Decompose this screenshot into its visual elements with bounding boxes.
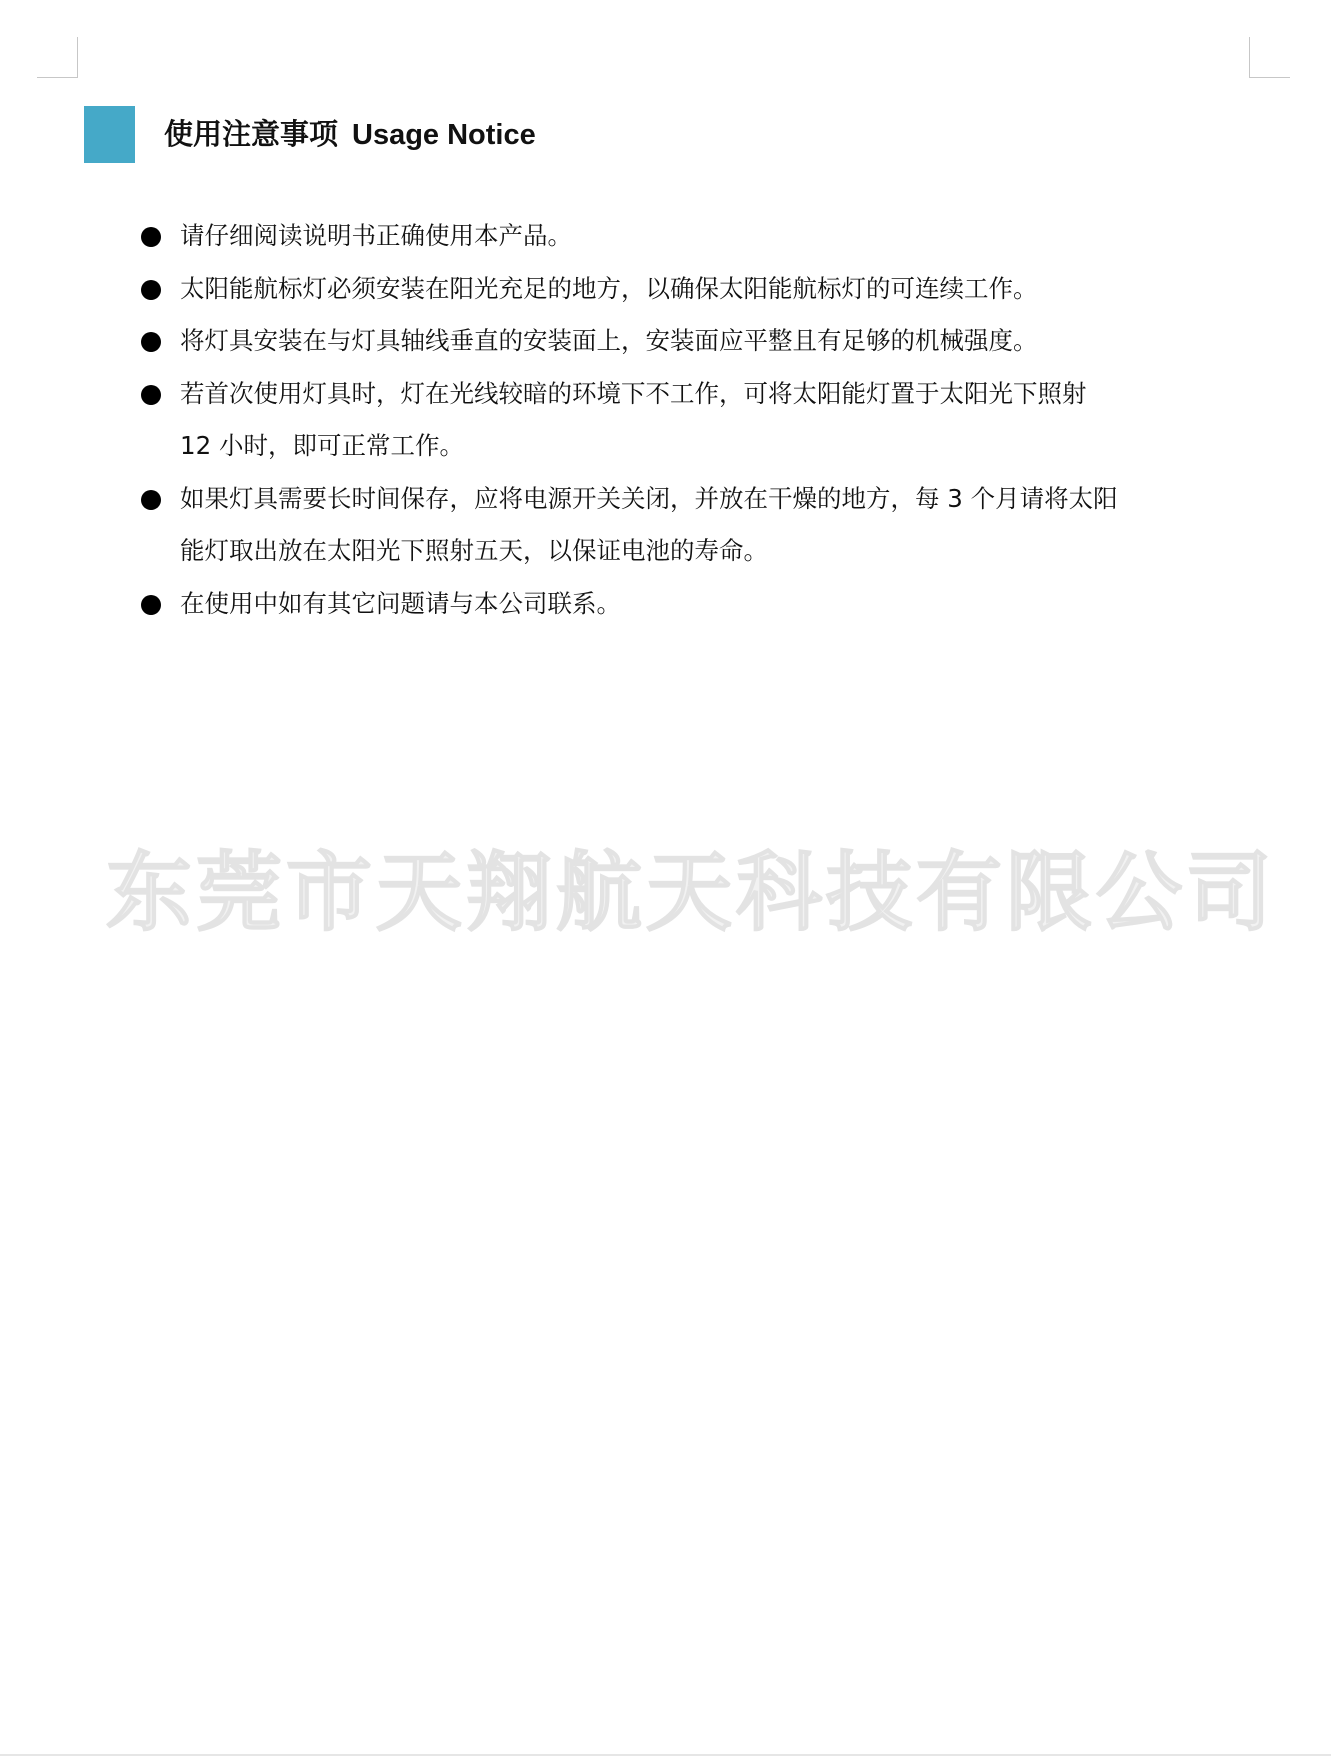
section-accent-block — [84, 106, 135, 163]
bullet-icon — [141, 280, 161, 300]
bullet-icon — [141, 385, 161, 405]
notice-item — [138, 210, 1198, 263]
section-title — [164, 112, 536, 156]
page-corner-mark-top-left — [37, 37, 78, 78]
notice-item — [138, 263, 1198, 316]
bullet-icon — [141, 595, 161, 615]
notice-item — [138, 578, 1198, 631]
bullet-icon — [141, 490, 161, 510]
notice-text: 在使用中如有其它问题请与本公司联系。 — [180, 588, 621, 618]
notice-text-continued: 12 小时，即可正常工作。 — [180, 431, 464, 460]
notice-item — [138, 473, 1198, 578]
notice-text: 将灯具安装在与灯具轴线垂直的安装面上，安装面应平整且有足够的机械强度。 — [180, 326, 1038, 355]
notice-text: 太阳能航标灯必须安装在阳光充足的地方，以确保太阳能航标灯的可连续工作。 — [180, 273, 1038, 303]
notice-item — [138, 315, 1198, 368]
usage-notice-list — [138, 210, 1198, 630]
notice-item — [138, 368, 1198, 473]
notice-text: 请仔细阅读说明书正确使用本产品。 — [180, 221, 572, 250]
section-title-cn: 使用注意事项 — [164, 117, 339, 151]
notice-text: 如果灯具需要长时间保存，应将电源开关关闭，并放在干燥的地方，每 3 个月请将太阳 — [180, 483, 1118, 513]
notice-text: 若首次使用灯具时，灯在光线较暗的环境下不工作，可将太阳能灯置于太阳光下照射 — [180, 378, 1087, 408]
notice-text-continued: 能灯取出放在太阳光下照射五天，以保证电池的寿命。 — [180, 536, 768, 565]
page-corner-mark-top-right — [1249, 37, 1290, 78]
company-watermark: 东莞市天翔航天科技有限公司 — [106, 843, 1276, 943]
bullet-icon — [141, 332, 161, 352]
page-bottom-edge — [0, 1754, 1331, 1756]
bullet-icon — [141, 227, 161, 247]
section-title-en: Usage Notice — [352, 119, 536, 151]
